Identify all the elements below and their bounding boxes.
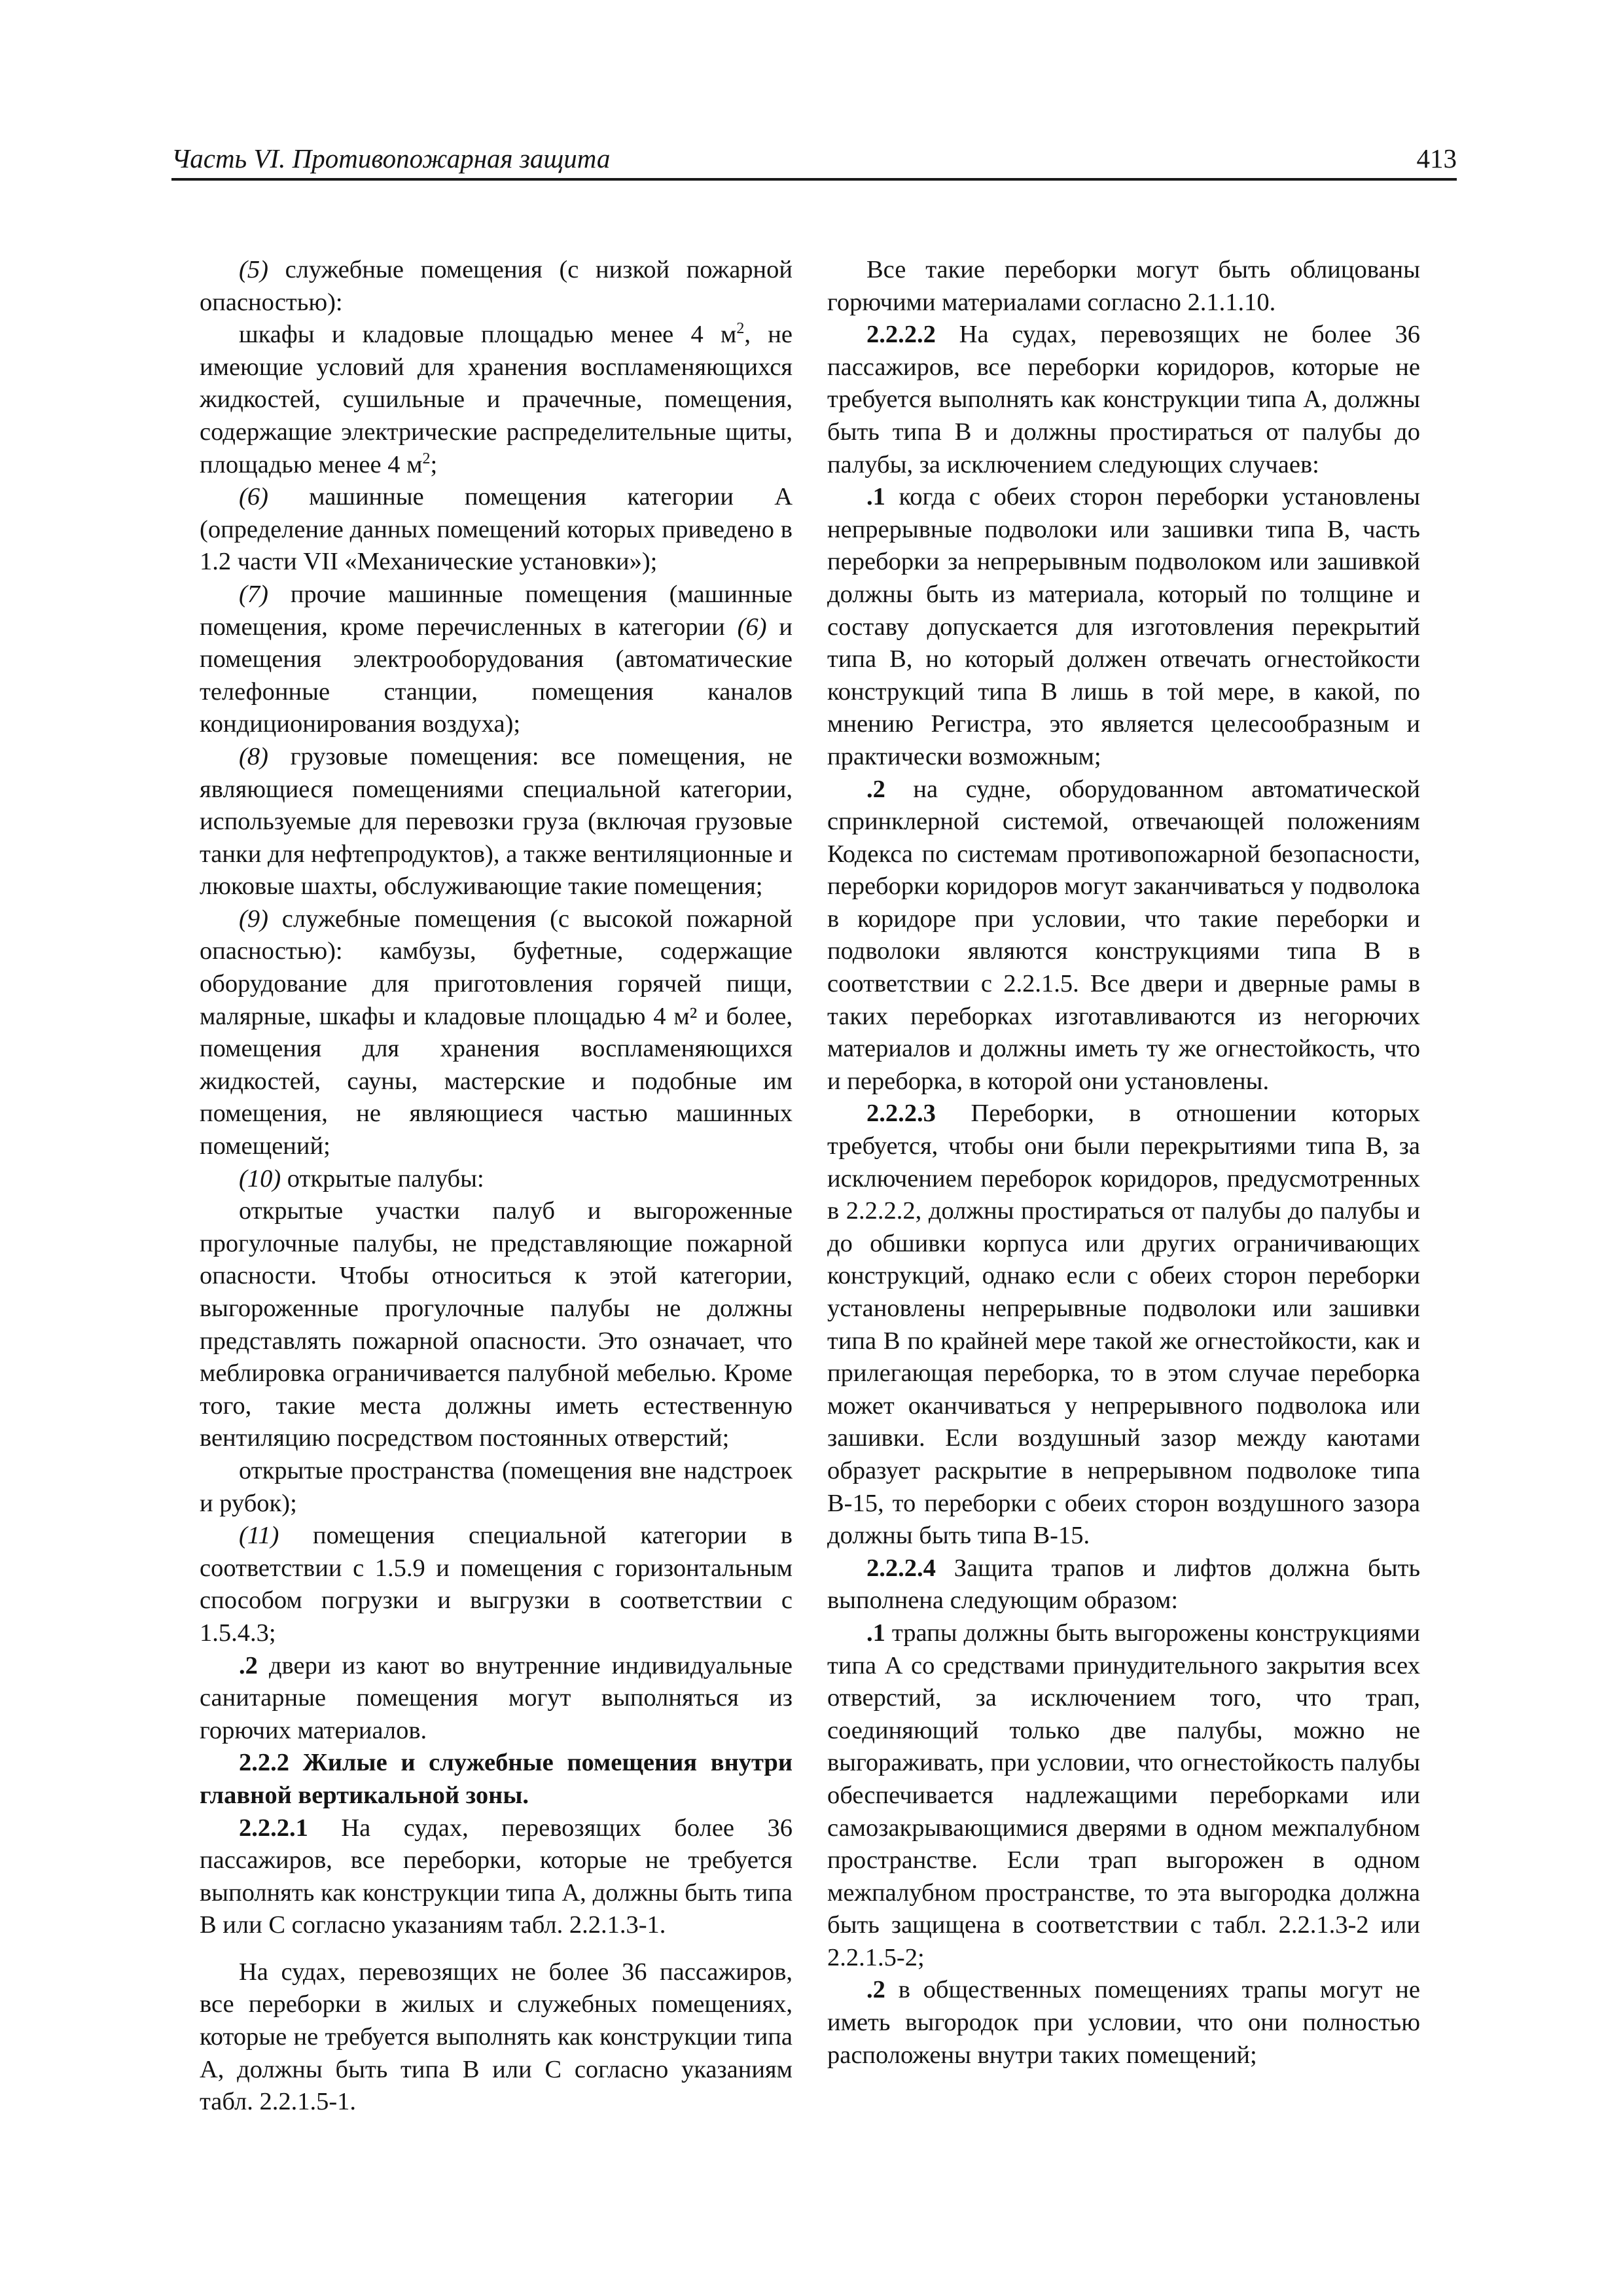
paragraph [827,319,1420,481]
clause-number: .2 [866,775,885,803]
paragraph-text: на судне, оборудованном автоматической спринклерной системой, отвечающей положениям Кодекса по системам противопожарной безопасности, переборки коридоров могут заканчиваться у подволока в коридоре при условии, что такие переборки и подволоки являются конструкциями типа В в соответствии с 2.2.1.5. Все двери и дверные рамы в таких переборках изготавливаются из негорючих материалов и должны иметь ту же огнестойкость, что и переборка, в которой они установлены. [827,775,1420,1095]
paragraph-text: открытые палубы: [281,1164,484,1193]
right-column [827,254,1420,2072]
paragraph [200,1520,793,1649]
paragraph-text: когда с обеих сторон переборки установлены непрерывные подволоки или зашивки типа В, часть переборки за непрерывным подволоком или зашивкой должны быть из материала, который по толщине и составу допускается для изготовления перекрытий типа В, но который должен отвечать огнестойкости конструкций типа В лишь в той мере, в какой, по мнению Регистра, это является целесообразным и практически возможным; [827,483,1420,770]
paragraph [200,741,793,903]
paragraph [200,254,793,319]
superscript: 2 [422,450,431,467]
paragraph-text: служебные помещения (с низкой пожарной опасностью): [200,256,793,316]
paragraph [827,1552,1420,1617]
clause-number: .1 [866,1619,885,1647]
paragraph [200,903,793,1163]
category-number: (10) [239,1164,281,1193]
category-number: (5) [239,256,268,283]
paragraph [200,1812,793,1942]
clause-number: .2 [866,1976,885,2004]
clause-number: 2.2.2 [239,1749,289,1777]
paragraph-text: ; [430,450,438,478]
paragraph [827,1617,1420,1975]
paragraph [827,481,1420,773]
paragraph: Все такие переборки могут быть облицованы горючими материалами согласно 2.1.1.10. [827,256,1420,316]
clause-number: 2.2.2.2 [866,321,936,349]
category-reference: (6) [737,613,767,641]
paragraph [827,1974,1420,2072]
paragraph-text: машинные помещения категории А (определение данных помещений которых приведено в 1.2 части VII «Механические установки»); [200,483,793,576]
running-header [171,145,1457,181]
paragraph-text: шкафы и кладовые площадью менее 4 м [239,321,737,349]
clause-number: .1 [866,483,885,511]
category-number: (9) [239,905,268,933]
paragraph-text: трапы должны быть выгорожены конструкциями типа А со средствами принудительного закрытия всех отверстий, за исключением того, что трап, соединяющий только две палубы, можно не выгораживать, при условии, что огнестойкость палубы обеспечивается надлежащими переборками или самозакрывающимися дверями в одном межпалубном пространстве. Если трап выгорожен в одном межпалубном пространстве, то эта выгородка должна быть защищена в соответствии с табл. 2.2.1.3-2 или 2.2.1.5-2; [827,1619,1420,1971]
category-number: (6) [239,483,268,511]
clause-number: 2.2.2.3 [866,1100,936,1128]
paragraph: На судах, перевозящих не более 36 пассажиров, все переборки в жилых и служебных помещениях, которые не требуется выполнять как конструкции типа А, должны быть типа В или С согласно указаниям табл. 2.2.1.5-1. [200,1958,793,2116]
paragraph-text: в общественных помещениях трапы могут не иметь выгородок при условии, что они полностью расположены внутри таких помещений; [827,1976,1420,2069]
paragraph-text: Переборки, в отношении которых требуется, чтобы они были перекрытиями типа В, за исключением переборок коридоров, предусмотренных в 2.2.2.2, должны простираться от палубы до палубы и до обшивки корпуса или других ограничивающих конструкций, однако если с обеих сторон переборки установлены непрерывные подволоки или зашивки типа В по крайней мере такой же огнестойкости, как и прилегающая переборка, то в этом случае переборка может оканчиваться у непрерывного подволока или зашивки. Если воздушный зазор между каютами образует раскрытие в непрерывном подволоке типа В-15, то переборки с обеих сторон воздушного зазора должны быть типа В-15. [827,1100,1420,1550]
paragraph [200,1650,793,1748]
paragraph-text: и помещения электрооборудования (автоматические телефонные станции, помещения каналов кондиционирования воздуха); [200,613,793,738]
category-number: (11) [239,1522,279,1550]
paragraph [200,1163,793,1196]
section-heading-text: Жилые и служебные помещения внутри главной вертикальной зоны. [200,1749,793,1809]
paragraph-text: На судах, перевозящих не более 36 пассажиров, все переборки коридоров, которые не требуется выполнять как конструкции типа А, должны быть типа В и должны простираться от палубы до палубы, за исключением следующих случаев: [827,321,1420,478]
paragraph [200,481,793,579]
paragraph [200,319,793,481]
category-number: (8) [239,742,268,770]
paragraph: открытые пространства (помещения вне надстроек и рубок); [200,1456,793,1517]
category-number: (7) [239,580,268,608]
paragraph-text: , не имеющие условий для хранения воспламеняющихся жидкостей, сушильные и прачечные, помещения, содержащие электрические распределительные щиты, площадью менее 4 м [200,321,793,478]
clause-number: .2 [239,1651,258,1679]
section-heading [200,1747,793,1812]
paragraph-text: грузовые помещения: все помещения, не являющиеся помещениями специальной категории, используемые для перевозки груза (включая грузовые танки для нефтепродуктов), а также вентиляционные и люковые шахты, обслуживающие такие помещения; [200,742,793,901]
paragraph [200,579,793,741]
paragraph-text: помещения специальной категории в соответствии с 1.5.9 и помещения с горизонтальным способом погрузки и выгрузки в соответствии с 1.5.4.3; [200,1522,793,1647]
left-column [200,254,793,2119]
header-title: Часть VI. Противопожарная защита [171,143,611,173]
paragraph [827,774,1420,1098]
paragraph-text: двери из кают во внутренние индивидуальные санитарные помещения могут выполняться из горючих материалов. [200,1651,793,1744]
paragraph-text: прочие машинные помещения (машинные помещения, кроме перечисленных в категории [200,580,793,641]
clause-number: 2.2.2.4 [866,1554,936,1582]
paragraph: открытые участки палуб и выгороженные прогулочные палубы, не представляющие пожарной опасности. Чтобы относиться к этой категории, выгороженные прогулочные палубы не должны представлять пожарной опасности. Это означает, что меблировка ограничивается палубной мебелью. Кроме того, такие места должны иметь естественную вентиляцию посредством постоянных отверстий; [200,1197,793,1452]
paragraph [827,1098,1420,1552]
paragraph-text: служебные помещения (с высокой пожарной опасностью): камбузы, буфетные, содержащие оборудование для приготовления горячей пищи, малярные, шкафы и кладовые площадью 4 м² и более, помещения для хранения воспламеняющихся жидкостей, сауны, мастерские и подобные им помещения, не являющиеся частью машинных помещений; [200,905,793,1160]
page-number: 413 [1416,143,1457,173]
clause-number: 2.2.2.1 [239,1814,308,1842]
paragraph-text: Защита трапов и лифтов должна быть выполнена следующим образом: [827,1554,1420,1615]
paragraph-text: На судах, перевозящих более 36 пассажиров, все переборки, которые не требуется выполнять как конструкции типа А, должны быть типа В или С согласно указаниям табл. 2.2.1.3-1. [200,1814,793,1939]
superscript: 2 [736,320,745,338]
